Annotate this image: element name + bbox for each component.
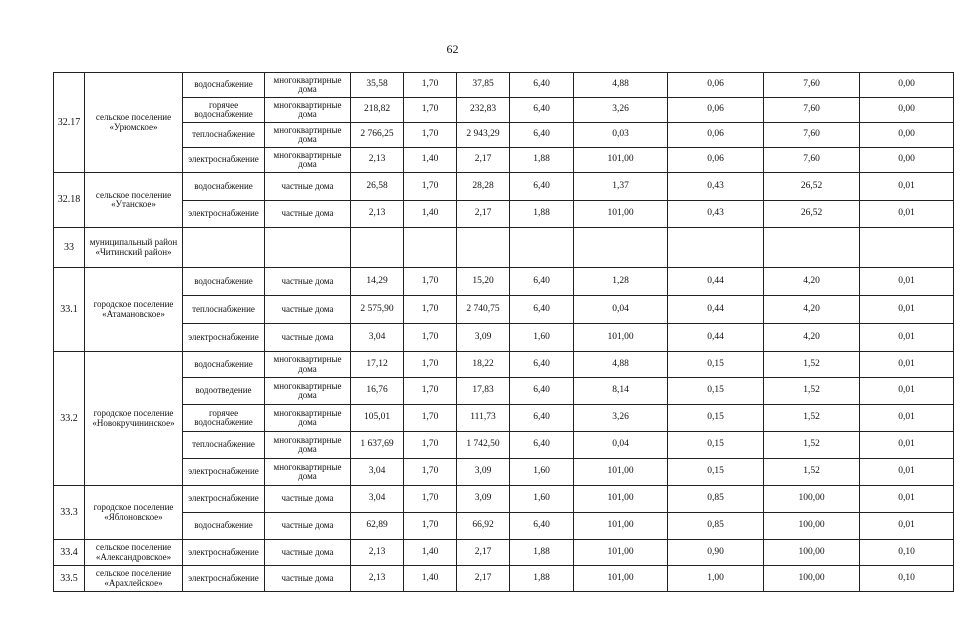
utility-type: горячее водоснабжение (183, 405, 265, 432)
value-cell: 1,70 (404, 432, 457, 459)
housing-type: частные дома (265, 324, 351, 352)
value-cell: 100,00 (764, 540, 860, 566)
section-code: 33.4 (54, 540, 85, 566)
value-cell: 6,40 (510, 268, 574, 296)
value-cell: 1,88 (510, 201, 574, 228)
value-cell: 6,40 (510, 405, 574, 432)
table-row (54, 486, 954, 513)
table-row (54, 459, 954, 486)
value-cell: 0,01 (860, 296, 954, 324)
empty-cell (457, 228, 510, 268)
value-cell: 14,29 (351, 268, 404, 296)
housing-type: многоквартирные дома (265, 73, 351, 98)
utility-type: электроснабжение (183, 324, 265, 352)
value-cell: 0,01 (860, 459, 954, 486)
utility-type: электроснабжение (183, 148, 265, 173)
value-cell: 0,15 (668, 432, 764, 459)
table-row (54, 405, 954, 432)
value-cell: 218,82 (351, 98, 404, 123)
value-cell: 1,70 (404, 378, 457, 405)
utility-type: электроснабжение (183, 459, 265, 486)
empty-cell (860, 228, 954, 268)
value-cell: 3,09 (457, 324, 510, 352)
settlement-name: сельское поселение «Александровское» (85, 540, 183, 566)
value-cell: 2 575,90 (351, 296, 404, 324)
housing-type: частные дома (265, 173, 351, 201)
value-cell: 3,04 (351, 324, 404, 352)
value-cell: 1,70 (404, 486, 457, 513)
value-cell: 1,70 (404, 405, 457, 432)
value-cell: 1,40 (404, 566, 457, 592)
table-row (54, 268, 954, 296)
value-cell: 3,26 (574, 98, 668, 123)
value-cell: 0,44 (668, 268, 764, 296)
housing-type: частные дома (265, 268, 351, 296)
settlement-name: сельское поселение «Арахлейское» (85, 566, 183, 592)
section-code: 33 (54, 228, 85, 268)
value-cell: 7,60 (764, 123, 860, 148)
value-cell: 1,28 (574, 268, 668, 296)
value-cell: 6,40 (510, 513, 574, 540)
value-cell: 0,15 (668, 352, 764, 378)
value-cell: 0,01 (860, 352, 954, 378)
empty-cell (668, 228, 764, 268)
value-cell: 0,01 (860, 324, 954, 352)
housing-type: частные дома (265, 486, 351, 513)
utility-type: электроснабжение (183, 540, 265, 566)
value-cell: 4,20 (764, 296, 860, 324)
utility-type: теплоснабжение (183, 123, 265, 148)
utility-type: электроснабжение (183, 566, 265, 592)
value-cell: 0,43 (668, 201, 764, 228)
utility-type: водоснабжение (183, 513, 265, 540)
value-cell: 7,60 (764, 148, 860, 173)
table-row (54, 296, 954, 324)
value-cell: 2,13 (351, 566, 404, 592)
value-cell: 37,85 (457, 73, 510, 98)
value-cell: 101,00 (574, 324, 668, 352)
value-cell: 2,13 (351, 540, 404, 566)
value-cell: 1,60 (510, 459, 574, 486)
value-cell: 232,83 (457, 98, 510, 123)
value-cell: 1,70 (404, 352, 457, 378)
settlement-name: сельское поселение «Урюмское» (85, 73, 183, 173)
value-cell: 1,88 (510, 540, 574, 566)
value-cell: 0,44 (668, 324, 764, 352)
value-cell: 1,88 (510, 148, 574, 173)
table-row (54, 540, 954, 566)
housing-type: частные дома (265, 513, 351, 540)
value-cell: 1,52 (764, 378, 860, 405)
value-cell: 28,28 (457, 173, 510, 201)
section-code: 32.17 (54, 73, 85, 173)
value-cell: 0,00 (860, 98, 954, 123)
value-cell: 0,90 (668, 540, 764, 566)
housing-type: частные дома (265, 566, 351, 592)
settlement-name: муниципальный район «Читинский район» (85, 228, 183, 268)
empty-cell (510, 228, 574, 268)
housing-type: многоквартирные дома (265, 148, 351, 173)
value-cell: 2,17 (457, 201, 510, 228)
value-cell: 0,03 (574, 123, 668, 148)
housing-type: многоквартирные дома (265, 459, 351, 486)
value-cell: 1,52 (764, 352, 860, 378)
table-row (54, 201, 954, 228)
value-cell: 0,15 (668, 459, 764, 486)
value-cell: 0,06 (668, 73, 764, 98)
utility-type: водоотведение (183, 378, 265, 405)
value-cell: 0,00 (860, 148, 954, 173)
value-cell: 0,10 (860, 540, 954, 566)
value-cell: 1,60 (510, 486, 574, 513)
table-row (54, 352, 954, 378)
value-cell: 0,01 (860, 432, 954, 459)
utility-type: электроснабжение (183, 486, 265, 513)
section-code: 33.2 (54, 352, 85, 486)
value-cell: 0,01 (860, 513, 954, 540)
housing-type: многоквартирные дома (265, 432, 351, 459)
utility-type: водоснабжение (183, 352, 265, 378)
settlement-name: сельское поселение «Утанское» (85, 173, 183, 228)
value-cell: 111,73 (457, 405, 510, 432)
value-cell: 0,15 (668, 405, 764, 432)
value-cell: 4,88 (574, 73, 668, 98)
value-cell: 17,83 (457, 378, 510, 405)
settlement-name: городское поселение «Новокручининское» (85, 352, 183, 486)
table-row (54, 173, 954, 201)
value-cell: 1,52 (764, 432, 860, 459)
value-cell: 1,70 (404, 173, 457, 201)
value-cell: 1,70 (404, 98, 457, 123)
value-cell: 1,00 (668, 566, 764, 592)
value-cell: 0,01 (860, 405, 954, 432)
value-cell: 2,17 (457, 148, 510, 173)
value-cell: 101,00 (574, 486, 668, 513)
housing-type: многоквартирные дома (265, 378, 351, 405)
empty-cell (764, 228, 860, 268)
section-code: 33.3 (54, 486, 85, 540)
value-cell: 1 742,50 (457, 432, 510, 459)
page-number: 62 (446, 42, 459, 56)
value-cell: 2 740,75 (457, 296, 510, 324)
table-row (54, 98, 954, 123)
value-cell: 101,00 (574, 459, 668, 486)
section-code: 33.1 (54, 268, 85, 352)
value-cell: 0,06 (668, 148, 764, 173)
value-cell: 0,44 (668, 296, 764, 324)
value-cell: 1,70 (404, 459, 457, 486)
value-cell: 0,15 (668, 378, 764, 405)
value-cell: 101,00 (574, 201, 668, 228)
empty-cell (351, 228, 404, 268)
value-cell: 2,13 (351, 201, 404, 228)
settlement-name: городское поселение «Яблоновское» (85, 486, 183, 540)
table-row (54, 324, 954, 352)
value-cell: 0,01 (860, 378, 954, 405)
value-cell: 1,70 (404, 268, 457, 296)
value-cell: 1,70 (404, 296, 457, 324)
value-cell: 0,04 (574, 296, 668, 324)
value-cell: 0,10 (860, 566, 954, 592)
housing-type: многоквартирные дома (265, 98, 351, 123)
table-row (54, 378, 954, 405)
settlement-name: городское поселение «Атамановское» (85, 268, 183, 352)
value-cell: 1,60 (510, 324, 574, 352)
housing-type: многоквартирные дома (265, 123, 351, 148)
value-cell: 26,52 (764, 173, 860, 201)
value-cell: 1,70 (404, 324, 457, 352)
empty-cell (183, 228, 265, 268)
value-cell: 100,00 (764, 486, 860, 513)
value-cell: 105,01 (351, 405, 404, 432)
value-cell: 6,40 (510, 73, 574, 98)
housing-type: частные дома (265, 540, 351, 566)
value-cell: 0,01 (860, 268, 954, 296)
table-row (54, 123, 954, 148)
value-cell: 4,20 (764, 268, 860, 296)
utility-type: горячее водоснабжение (183, 98, 265, 123)
table-row (54, 73, 954, 98)
value-cell: 1,40 (404, 201, 457, 228)
value-cell: 26,58 (351, 173, 404, 201)
value-cell: 6,40 (510, 173, 574, 201)
value-cell: 2,17 (457, 540, 510, 566)
housing-type: многоквартирные дома (265, 352, 351, 378)
value-cell: 4,88 (574, 352, 668, 378)
table-row (54, 432, 954, 459)
utility-type: теплоснабжение (183, 296, 265, 324)
value-cell: 6,40 (510, 378, 574, 405)
value-cell: 15,20 (457, 268, 510, 296)
table-row (54, 148, 954, 173)
value-cell: 18,22 (457, 352, 510, 378)
table-body (54, 73, 954, 592)
value-cell: 16,76 (351, 378, 404, 405)
value-cell: 2 766,25 (351, 123, 404, 148)
value-cell: 100,00 (764, 513, 860, 540)
value-cell: 7,60 (764, 98, 860, 123)
value-cell: 66,92 (457, 513, 510, 540)
housing-type: частные дома (265, 296, 351, 324)
value-cell: 3,09 (457, 459, 510, 486)
empty-cell (265, 228, 351, 268)
value-cell: 0,85 (668, 513, 764, 540)
value-cell: 0,85 (668, 486, 764, 513)
value-cell: 1,37 (574, 173, 668, 201)
value-cell: 0,00 (860, 123, 954, 148)
value-cell: 6,40 (510, 432, 574, 459)
value-cell: 6,40 (510, 123, 574, 148)
value-cell: 3,09 (457, 486, 510, 513)
value-cell: 26,52 (764, 201, 860, 228)
value-cell: 0,06 (668, 98, 764, 123)
value-cell: 101,00 (574, 540, 668, 566)
value-cell: 0,00 (860, 73, 954, 98)
value-cell: 4,20 (764, 324, 860, 352)
table-row (54, 513, 954, 540)
value-cell: 6,40 (510, 98, 574, 123)
value-cell: 17,12 (351, 352, 404, 378)
value-cell: 35,58 (351, 73, 404, 98)
table-row (54, 566, 954, 592)
housing-type: многоквартирные дома (265, 405, 351, 432)
value-cell: 0,06 (668, 123, 764, 148)
value-cell: 2,13 (351, 148, 404, 173)
utility-type: водоснабжение (183, 173, 265, 201)
value-cell: 1,40 (404, 540, 457, 566)
value-cell: 101,00 (574, 148, 668, 173)
value-cell: 1,70 (404, 123, 457, 148)
section-code: 32.18 (54, 173, 85, 228)
value-cell: 1,88 (510, 566, 574, 592)
value-cell: 101,00 (574, 566, 668, 592)
value-cell: 0,01 (860, 486, 954, 513)
value-cell: 0,01 (860, 201, 954, 228)
value-cell: 101,00 (574, 513, 668, 540)
section-code: 33.5 (54, 566, 85, 592)
value-cell: 8,14 (574, 378, 668, 405)
empty-cell (574, 228, 668, 268)
value-cell: 1,40 (404, 148, 457, 173)
value-cell: 3,26 (574, 405, 668, 432)
value-cell: 3,04 (351, 459, 404, 486)
tariff-table (53, 72, 954, 592)
value-cell: 6,40 (510, 296, 574, 324)
housing-type: частные дома (265, 201, 351, 228)
utility-type: теплоснабжение (183, 432, 265, 459)
utility-type: водоснабжение (183, 73, 265, 98)
value-cell: 7,60 (764, 73, 860, 98)
value-cell: 1,52 (764, 459, 860, 486)
utility-type: водоснабжение (183, 268, 265, 296)
value-cell: 0,43 (668, 173, 764, 201)
value-cell: 1 637,69 (351, 432, 404, 459)
empty-cell (404, 228, 457, 268)
value-cell: 100,00 (764, 566, 860, 592)
value-cell: 2,17 (457, 566, 510, 592)
value-cell: 3,04 (351, 486, 404, 513)
value-cell: 2 943,29 (457, 123, 510, 148)
value-cell: 6,40 (510, 352, 574, 378)
table-row (54, 228, 954, 268)
value-cell: 1,52 (764, 405, 860, 432)
value-cell: 1,70 (404, 73, 457, 98)
value-cell: 62,89 (351, 513, 404, 540)
value-cell: 0,04 (574, 432, 668, 459)
utility-type: электроснабжение (183, 201, 265, 228)
value-cell: 0,01 (860, 173, 954, 201)
value-cell: 1,70 (404, 513, 457, 540)
